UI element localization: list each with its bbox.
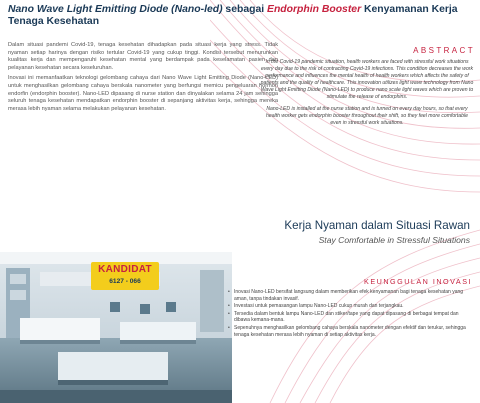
poster-title [8, 4, 470, 28]
intro-text [8, 42, 278, 116]
advantage-item: • Inovasi Nano-LED bersifat langsung dalam memberikan efek kenyamanan bagi tenaga kesehatan yang aman, tanpa tindakan invasif. [228, 289, 472, 302]
candidate-badge [91, 262, 159, 290]
tagline-main: Kerja Nyaman dalam Situasi Rawan [284, 219, 470, 232]
badge-label: KANDIDAT [98, 264, 152, 275]
title-part1: Nano Wave Light Emitting Diode (Nano-led) [8, 4, 223, 15]
abstract-paragraph-1: In the Covid-19 pandemic situation, health workers are faced with stressful work situations every day due to the risk of contracting Covid-19 infections. This condition decreases the work performance and influences the mental health of health workers which affects the safety of patients and the quality of healthcare. This innovation utilizes light wave technology from Nano Wave Light Emitting Diode (Nano-LED) to produce nano scale light waves which are proven to stimulate the release of endorphins. [260, 59, 474, 101]
title-part3: Endorphin Booster [267, 4, 362, 15]
title-part4: Kenyamanan Kerja Tenaga Kesehatan [8, 4, 458, 27]
advantage-item: • Sepenuhnya menghasilkan gelombang cahaya berskala nanometer dengan efektif dan terukur, sehingga tenaga kesehatan merasa lebih nyaman di setiap aktivitas kerja. [228, 325, 472, 338]
tagline-sub: Stay Comfortable in Stressful Situations [318, 235, 470, 245]
advantage-item: • Investasi untuk pemasangan lampu Nano-LED cukup murah dan terjangkau. [228, 303, 472, 310]
advantages-list [228, 289, 472, 339]
abstract-text [260, 59, 474, 131]
advantages-heading: KEUNGGULAN INOVASI [364, 277, 472, 286]
title-part2: sebagai [222, 4, 268, 15]
badge-code: 6127 - 066 [109, 278, 141, 285]
intro-paragraph-2: Inovasi ini memanfaatkan teknologi gelombang cahaya dari Nano Wave Light Emitting Diode (Nano-LED) untuk menghasilkan gelombang cahaya berskala nanometer yang berfungsi memicu pengeluaran hormon endorfin (endorphin booster). Nano-LED dipasang di nurse station dan dinyalakan selama 24 jam sehingga seluruh tenaga kesehatan mendapatkan endorphin booster di sepanjang aktivitas kerja, sehingga mereka merasa lebih nyaman selama melakukan pelayanan kesehatan. [8, 75, 278, 112]
intro-paragraph-1: Dalam situasi pandemi Covid-19, tenaga kesehatan dihadapkan pada situasi kerja yang stress. Tidak nyaman setiap harinya dengan risiko tertular Covid-19 yang cukup tinggi. Kondisi tersebut menurunkan kualitas kerja dan mempengaruhi kesehatan mental yang berdampak pada keselamatan pasien dan pelayanan kesehatan secara keseluruhan. [8, 42, 278, 71]
advantage-item: • Tersedia dalam bentuk lampu Nano-LED dan stiker/tape yang dapat dipasang di berbagai tempat dan dibawa kemana-mana. [228, 311, 472, 324]
abstract-paragraph-2: Nano-LED is installed at the nurse station and is turned on every day hours, so that every health worker gets endorphin booster throughout their shift, so they feel more comfortable even in stressful work situations. [266, 105, 468, 126]
abstract-heading: ABSTRACT [413, 46, 475, 55]
